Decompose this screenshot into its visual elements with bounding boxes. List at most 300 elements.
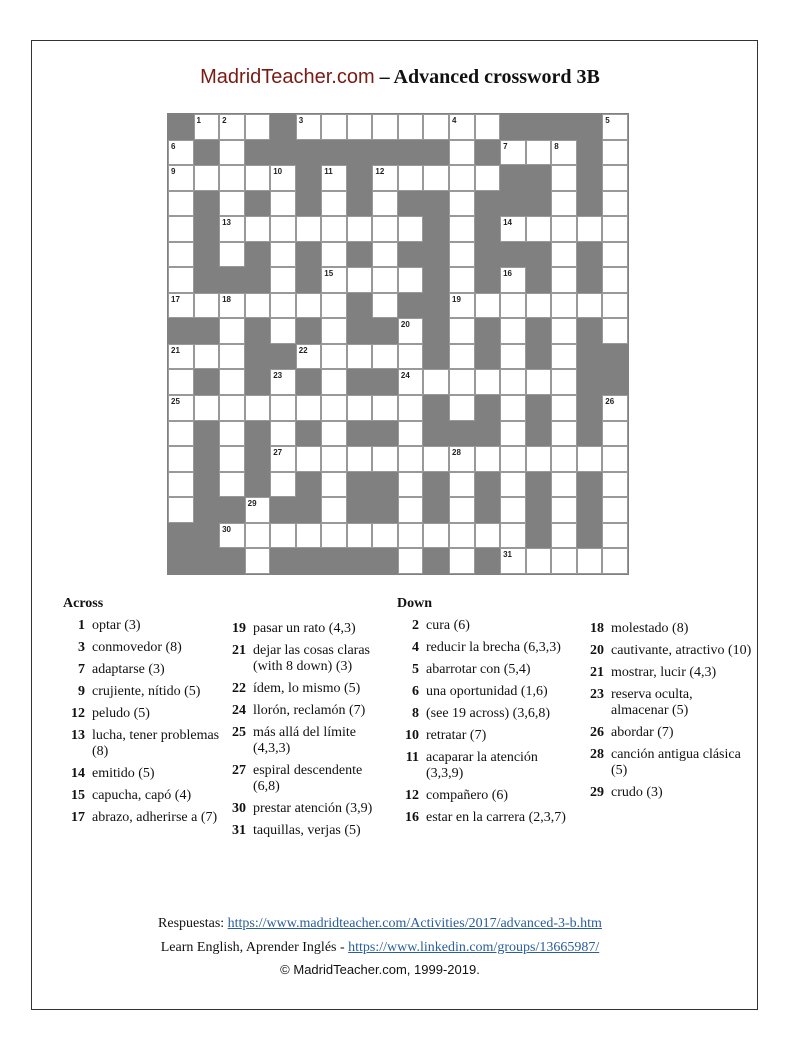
grid-cell[interactable] xyxy=(526,446,552,472)
black-cell xyxy=(270,548,296,574)
grid-cell[interactable] xyxy=(602,140,628,166)
black-cell xyxy=(577,395,603,421)
grid-cell[interactable] xyxy=(219,318,245,344)
grid-cell[interactable] xyxy=(475,293,501,319)
black-cell xyxy=(398,191,424,217)
black-cell xyxy=(321,548,347,574)
clue-item-number: 29 xyxy=(590,785,604,800)
clue-number: 12 xyxy=(375,167,385,177)
grid-cell[interactable] xyxy=(245,395,271,421)
grid-cell[interactable] xyxy=(551,191,577,217)
grid-cell[interactable] xyxy=(500,267,526,293)
grid-cell[interactable] xyxy=(168,293,194,319)
grid-cell[interactable] xyxy=(449,395,475,421)
clue-item-number: 6 xyxy=(412,684,419,699)
grid-cell[interactable] xyxy=(398,395,424,421)
grid-cell[interactable] xyxy=(398,344,424,370)
clue-item xyxy=(397,706,577,722)
grid-cell[interactable] xyxy=(270,369,296,395)
grid-cell[interactable] xyxy=(270,421,296,447)
grid-cell[interactable] xyxy=(168,472,194,498)
grid-cell[interactable] xyxy=(296,395,322,421)
clue-item xyxy=(582,621,752,637)
answers-line xyxy=(0,916,760,932)
grid-cell[interactable] xyxy=(321,114,347,140)
across-clues-column-2 xyxy=(224,621,384,845)
grid-cell[interactable] xyxy=(398,216,424,242)
grid-cell[interactable] xyxy=(168,267,194,293)
black-cell xyxy=(245,421,271,447)
grid-cell[interactable] xyxy=(321,165,347,191)
grid-cell[interactable] xyxy=(602,216,628,242)
grid-cell[interactable] xyxy=(602,421,628,447)
grid-cell[interactable] xyxy=(551,395,577,421)
grid-cell[interactable] xyxy=(449,267,475,293)
clue-item-text: taquillas, verjas (5) xyxy=(253,823,361,838)
grid-cell[interactable] xyxy=(347,216,373,242)
black-cell xyxy=(194,267,220,293)
grid-cell[interactable] xyxy=(296,344,322,370)
grid-cell[interactable] xyxy=(321,242,347,268)
grid-cell[interactable] xyxy=(449,523,475,549)
grid-cell[interactable] xyxy=(423,446,449,472)
grid-cell[interactable] xyxy=(449,472,475,498)
clue-item-number: 20 xyxy=(590,643,604,658)
grid-cell[interactable] xyxy=(449,140,475,166)
black-cell xyxy=(245,191,271,217)
grid-cell[interactable] xyxy=(245,216,271,242)
grid-cell[interactable] xyxy=(219,191,245,217)
black-cell xyxy=(526,191,552,217)
grid-cell[interactable] xyxy=(296,114,322,140)
grid-cell[interactable] xyxy=(526,216,552,242)
black-cell xyxy=(296,267,322,293)
grid-cell[interactable] xyxy=(449,242,475,268)
grid-cell[interactable] xyxy=(372,242,398,268)
clue-number: 5 xyxy=(605,116,610,125)
grid-cell[interactable] xyxy=(551,523,577,549)
black-cell xyxy=(475,267,501,293)
grid-cell[interactable] xyxy=(347,523,373,549)
grid-cell[interactable] xyxy=(475,165,501,191)
grid-cell[interactable] xyxy=(321,497,347,523)
grid-cell[interactable] xyxy=(602,318,628,344)
grid-cell[interactable] xyxy=(500,446,526,472)
grid-cell[interactable] xyxy=(475,369,501,395)
grid-cell[interactable] xyxy=(194,344,220,370)
clue-number: 16 xyxy=(503,269,513,279)
black-cell xyxy=(475,472,501,498)
grid-cell[interactable] xyxy=(270,216,296,242)
grid-cell[interactable] xyxy=(372,216,398,242)
grid-cell[interactable] xyxy=(475,523,501,549)
grid-cell[interactable] xyxy=(602,395,628,421)
grid-cell[interactable] xyxy=(372,267,398,293)
grid-cell[interactable] xyxy=(500,497,526,523)
grid-cell[interactable] xyxy=(500,369,526,395)
black-cell xyxy=(398,293,424,319)
clue-item xyxy=(224,801,384,817)
clue-item xyxy=(224,681,384,697)
grid-cell[interactable] xyxy=(219,216,245,242)
grid-cell[interactable] xyxy=(296,216,322,242)
grid-cell[interactable] xyxy=(500,395,526,421)
grid-cell[interactable] xyxy=(168,497,194,523)
grid-cell[interactable] xyxy=(449,293,475,319)
grid-cell[interactable] xyxy=(475,114,501,140)
grid-cell[interactable] xyxy=(500,140,526,166)
grid-cell[interactable] xyxy=(602,165,628,191)
grid-cell[interactable] xyxy=(423,523,449,549)
black-cell xyxy=(423,497,449,523)
black-cell xyxy=(194,191,220,217)
grid-cell[interactable] xyxy=(551,548,577,574)
grid-cell[interactable] xyxy=(219,242,245,268)
black-cell xyxy=(296,421,322,447)
grid-cell[interactable] xyxy=(270,472,296,498)
clue-number: 23 xyxy=(273,371,283,381)
grid-cell[interactable] xyxy=(602,267,628,293)
clue-item xyxy=(582,665,752,681)
grid-cell[interactable] xyxy=(577,548,603,574)
black-cell xyxy=(270,140,296,166)
grid-cell[interactable] xyxy=(219,472,245,498)
grid-cell[interactable] xyxy=(551,293,577,319)
grid-cell[interactable] xyxy=(551,446,577,472)
grid-cell[interactable] xyxy=(551,140,577,166)
grid-cell[interactable] xyxy=(398,318,424,344)
black-cell xyxy=(500,242,526,268)
grid-cell[interactable] xyxy=(602,472,628,498)
clue-item-text: ídem, lo mismo (5) xyxy=(253,681,361,696)
black-cell xyxy=(577,165,603,191)
grid-cell[interactable] xyxy=(347,114,373,140)
black-cell xyxy=(296,191,322,217)
grid-cell[interactable] xyxy=(321,395,347,421)
grid-cell[interactable] xyxy=(296,293,322,319)
clue-item-text: molestado (8) xyxy=(611,621,689,636)
grid-cell[interactable] xyxy=(398,472,424,498)
grid-cell[interactable] xyxy=(500,548,526,574)
black-cell xyxy=(526,318,552,344)
grid-cell[interactable] xyxy=(194,114,220,140)
grid-cell[interactable] xyxy=(194,395,220,421)
grid-cell[interactable] xyxy=(270,191,296,217)
crossword-grid xyxy=(167,113,629,575)
answers-link[interactable]: https://www.madridteacher.com/Activities/2017/advanced-3-b.htm xyxy=(227,916,602,931)
grid-cell[interactable] xyxy=(245,165,271,191)
grid-cell[interactable] xyxy=(398,369,424,395)
grid-cell[interactable] xyxy=(500,523,526,549)
grid-cell[interactable] xyxy=(526,548,552,574)
clue-item-number: 17 xyxy=(71,810,85,825)
grid-cell[interactable] xyxy=(270,446,296,472)
grid-cell[interactable] xyxy=(398,523,424,549)
grid-cell[interactable] xyxy=(449,191,475,217)
grid-cell[interactable] xyxy=(526,140,552,166)
grid-cell[interactable] xyxy=(526,369,552,395)
grid-cell[interactable] xyxy=(449,369,475,395)
grid-cell[interactable] xyxy=(500,472,526,498)
grid-cell[interactable] xyxy=(321,369,347,395)
grid-cell[interactable] xyxy=(577,446,603,472)
grid-cell[interactable] xyxy=(500,318,526,344)
grid-cell[interactable] xyxy=(526,293,552,319)
clue-item xyxy=(224,763,384,795)
clue-item-text: abarrotar con (5,4) xyxy=(426,662,531,677)
grid-cell[interactable] xyxy=(602,497,628,523)
grid-cell[interactable] xyxy=(270,293,296,319)
grid-cell[interactable] xyxy=(270,267,296,293)
grid-cell[interactable] xyxy=(398,267,424,293)
black-cell xyxy=(194,523,220,549)
grid-cell[interactable] xyxy=(500,421,526,447)
clue-item xyxy=(397,662,577,678)
clue-item xyxy=(397,810,577,826)
black-cell xyxy=(398,242,424,268)
grid-cell[interactable] xyxy=(449,318,475,344)
clue-item-number: 5 xyxy=(412,662,419,677)
clue-item-number: 21 xyxy=(232,643,246,658)
grid-cell[interactable] xyxy=(577,293,603,319)
grid-cell[interactable] xyxy=(449,344,475,370)
grid-cell[interactable] xyxy=(551,242,577,268)
grid-cell[interactable] xyxy=(551,497,577,523)
grid-cell[interactable] xyxy=(321,523,347,549)
learn-line xyxy=(0,940,760,956)
grid-cell[interactable] xyxy=(321,446,347,472)
grid-cell[interactable] xyxy=(219,293,245,319)
clue-item xyxy=(397,684,577,700)
page-title xyxy=(0,64,800,90)
clue-item-number: 13 xyxy=(71,728,85,743)
clue-item-number: 30 xyxy=(232,801,246,816)
grid-cell[interactable] xyxy=(449,165,475,191)
grid-cell[interactable] xyxy=(602,446,628,472)
grid-cell[interactable] xyxy=(551,344,577,370)
grid-cell[interactable] xyxy=(219,140,245,166)
grid-cell[interactable] xyxy=(168,369,194,395)
linkedin-link[interactable]: https://www.linkedin.com/groups/13665987/ xyxy=(348,940,600,955)
black-cell xyxy=(219,267,245,293)
grid-cell[interactable] xyxy=(168,242,194,268)
grid-cell[interactable] xyxy=(449,548,475,574)
clue-number: 2 xyxy=(222,116,227,125)
black-cell xyxy=(475,140,501,166)
grid-cell[interactable] xyxy=(219,523,245,549)
grid-cell[interactable] xyxy=(194,293,220,319)
grid-cell[interactable] xyxy=(449,446,475,472)
clue-item xyxy=(582,785,752,801)
grid-cell[interactable] xyxy=(372,293,398,319)
grid-cell[interactable] xyxy=(500,344,526,370)
grid-cell[interactable] xyxy=(270,242,296,268)
clue-item xyxy=(397,618,577,634)
grid-cell[interactable] xyxy=(270,523,296,549)
clue-item-text: optar (3) xyxy=(92,618,141,633)
grid-cell[interactable] xyxy=(372,165,398,191)
clue-item xyxy=(397,640,577,656)
black-cell xyxy=(577,140,603,166)
grid-cell[interactable] xyxy=(321,318,347,344)
grid-cell[interactable] xyxy=(372,114,398,140)
black-cell xyxy=(577,267,603,293)
grid-cell[interactable] xyxy=(321,216,347,242)
clue-item-text: llorón, reclamón (7) xyxy=(253,703,366,718)
black-cell xyxy=(475,344,501,370)
grid-cell[interactable] xyxy=(449,497,475,523)
clue-item-text: más allá del límite (4,3,3) xyxy=(253,725,357,756)
grid-cell[interactable] xyxy=(321,472,347,498)
black-cell xyxy=(296,165,322,191)
clue-item-number: 23 xyxy=(590,687,604,702)
grid-cell[interactable] xyxy=(551,421,577,447)
grid-cell[interactable] xyxy=(551,472,577,498)
grid-cell[interactable] xyxy=(475,446,501,472)
across-clues-column-1 xyxy=(63,596,223,832)
grid-cell[interactable] xyxy=(296,523,322,549)
black-cell xyxy=(372,497,398,523)
grid-cell[interactable] xyxy=(168,395,194,421)
grid-cell[interactable] xyxy=(500,293,526,319)
grid-cell[interactable] xyxy=(347,267,373,293)
grid-cell[interactable] xyxy=(168,421,194,447)
grid-cell[interactable] xyxy=(245,548,271,574)
grid-cell[interactable] xyxy=(398,446,424,472)
black-cell xyxy=(526,242,552,268)
grid-cell[interactable] xyxy=(168,191,194,217)
grid-cell[interactable] xyxy=(168,216,194,242)
grid-cell[interactable] xyxy=(551,369,577,395)
black-cell xyxy=(602,369,628,395)
grid-cell[interactable] xyxy=(372,191,398,217)
grid-cell[interactable] xyxy=(500,216,526,242)
grid-cell[interactable] xyxy=(219,421,245,447)
clue-item-number: 10 xyxy=(405,728,419,743)
grid-cell[interactable] xyxy=(321,267,347,293)
grid-cell[interactable] xyxy=(219,344,245,370)
grid-cell[interactable] xyxy=(245,293,271,319)
grid-cell[interactable] xyxy=(321,293,347,319)
grid-cell[interactable] xyxy=(423,369,449,395)
black-cell xyxy=(245,242,271,268)
black-cell xyxy=(526,497,552,523)
grid-cell[interactable] xyxy=(372,446,398,472)
grid-cell[interactable] xyxy=(551,165,577,191)
clue-number: 30 xyxy=(222,524,231,534)
grid-cell[interactable] xyxy=(398,165,424,191)
clue-item-number: 16 xyxy=(405,810,419,825)
black-cell xyxy=(347,165,373,191)
grid-cell[interactable] xyxy=(219,369,245,395)
grid-cell[interactable] xyxy=(245,497,271,523)
black-cell xyxy=(168,114,194,140)
grid-cell[interactable] xyxy=(551,318,577,344)
black-cell xyxy=(245,318,271,344)
grid-cell[interactable] xyxy=(321,344,347,370)
grid-cell[interactable] xyxy=(219,446,245,472)
grid-cell[interactable] xyxy=(347,446,373,472)
grid-cell[interactable] xyxy=(168,165,194,191)
grid-cell[interactable] xyxy=(245,114,271,140)
grid-cell[interactable] xyxy=(219,395,245,421)
grid-cell[interactable] xyxy=(270,395,296,421)
black-cell xyxy=(270,497,296,523)
grid-cell[interactable] xyxy=(194,165,220,191)
black-cell xyxy=(270,344,296,370)
clue-item-text: reducir la brecha (6,3,3) xyxy=(426,640,561,655)
black-cell xyxy=(423,191,449,217)
black-cell xyxy=(500,114,526,140)
clue-item xyxy=(224,725,384,757)
grid-cell[interactable] xyxy=(449,114,475,140)
black-cell xyxy=(194,242,220,268)
grid-cell[interactable] xyxy=(372,344,398,370)
clue-item xyxy=(397,788,577,804)
grid-cell[interactable] xyxy=(398,497,424,523)
black-cell xyxy=(500,165,526,191)
clue-item-number: 12 xyxy=(71,706,85,721)
clue-number: 31 xyxy=(503,550,513,560)
grid-cell[interactable] xyxy=(577,216,603,242)
grid-cell[interactable] xyxy=(219,165,245,191)
grid-cell[interactable] xyxy=(347,395,373,421)
grid-cell[interactable] xyxy=(398,421,424,447)
clue-number: 19 xyxy=(452,294,461,304)
clue-item-number: 14 xyxy=(71,766,85,781)
grid-cell[interactable] xyxy=(219,114,245,140)
clue-item-number: 26 xyxy=(590,725,604,740)
clue-number: 1 xyxy=(196,116,201,125)
black-cell xyxy=(577,369,603,395)
grid-cell[interactable] xyxy=(423,114,449,140)
grid-cell[interactable] xyxy=(321,191,347,217)
grid-cell[interactable] xyxy=(602,242,628,268)
grid-cell[interactable] xyxy=(296,446,322,472)
grid-cell[interactable] xyxy=(372,523,398,549)
clue-number: 27 xyxy=(273,448,283,458)
grid-cell[interactable] xyxy=(398,114,424,140)
grid-cell[interactable] xyxy=(602,548,628,574)
black-cell xyxy=(296,242,322,268)
grid-cell[interactable] xyxy=(321,421,347,447)
grid-cell[interactable] xyxy=(245,523,271,549)
grid-cell[interactable] xyxy=(270,165,296,191)
clue-item-number: 8 xyxy=(412,706,419,721)
grid-cell[interactable] xyxy=(372,395,398,421)
grid-cell[interactable] xyxy=(168,344,194,370)
grid-cell[interactable] xyxy=(602,191,628,217)
black-cell xyxy=(245,446,271,472)
grid-cell[interactable] xyxy=(602,523,628,549)
grid-cell[interactable] xyxy=(449,216,475,242)
brand-name: MadridTeacher.com xyxy=(200,66,375,88)
grid-cell[interactable] xyxy=(347,344,373,370)
black-cell xyxy=(168,318,194,344)
grid-cell[interactable] xyxy=(398,548,424,574)
grid-cell[interactable] xyxy=(270,318,296,344)
grid-cell[interactable] xyxy=(551,267,577,293)
black-cell xyxy=(449,421,475,447)
black-cell xyxy=(296,369,322,395)
grid-cell[interactable] xyxy=(602,293,628,319)
grid-cell[interactable] xyxy=(551,216,577,242)
grid-cell[interactable] xyxy=(423,165,449,191)
grid-cell[interactable] xyxy=(602,114,628,140)
clue-item-text: abrazo, adherirse a (7) xyxy=(92,810,218,825)
grid-cell[interactable] xyxy=(168,140,194,166)
grid-cell[interactable] xyxy=(168,446,194,472)
